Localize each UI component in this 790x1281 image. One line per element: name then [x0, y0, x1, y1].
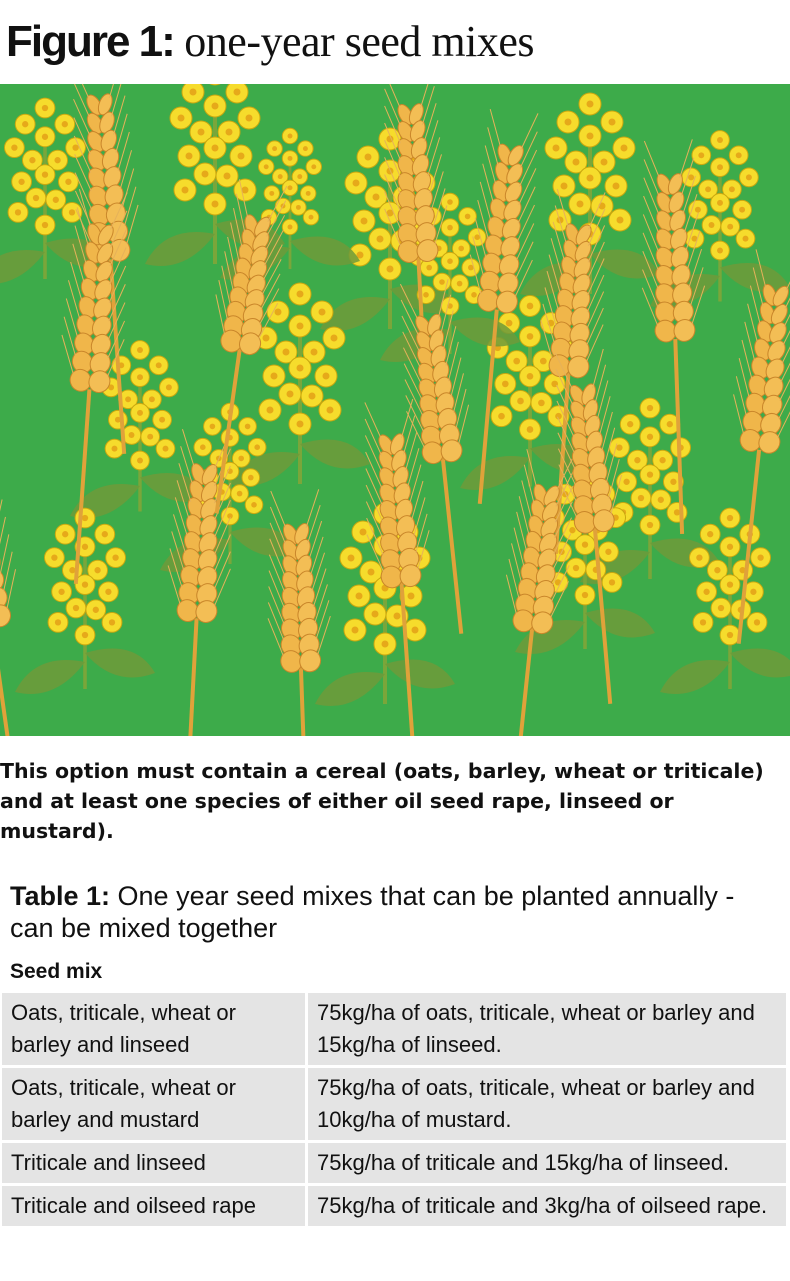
rape-flower-centre — [736, 152, 742, 158]
rape-flower-centre — [670, 479, 676, 485]
rape-flower-centre — [82, 544, 88, 550]
rape-flower-centre — [538, 400, 545, 407]
rape-flower-centre — [245, 424, 251, 430]
wheat-awn — [316, 616, 331, 654]
rape-flower-centre — [166, 384, 172, 390]
rape-flower-centre — [331, 335, 338, 342]
figure-illustration — [0, 84, 790, 736]
rape-flower-centre — [156, 362, 162, 368]
rape-flower-centre — [210, 424, 216, 430]
wheat-awn — [309, 537, 324, 575]
rape-flower-centre — [717, 137, 723, 143]
rape-flower-centre — [647, 522, 653, 528]
rape-flower-centre — [190, 89, 197, 96]
wheat-awn — [122, 187, 139, 226]
wheat-awn — [487, 109, 504, 148]
rape-flower-centre — [718, 605, 724, 611]
rape-flower-centre — [297, 365, 304, 372]
rape-flower-centre — [226, 129, 233, 136]
rape-flower-centre — [352, 627, 359, 634]
rape-flower-centre — [319, 309, 326, 316]
rape-flower-centre — [387, 266, 394, 273]
wheat-awn — [269, 554, 284, 592]
wheat-awn — [385, 84, 401, 110]
wheat-awn — [305, 489, 320, 527]
rape-flower-centre — [15, 209, 21, 215]
rape-flower-centre — [613, 183, 620, 190]
seed-mix-cell: Triticale and oilseed rape — [2, 1185, 307, 1228]
rape-flower-centre — [109, 619, 115, 625]
rape-flower-centre — [102, 531, 108, 537]
rape-flower-centre — [729, 186, 735, 192]
rape-flower-centre — [62, 531, 68, 537]
wheat-awn — [313, 584, 328, 622]
rape-flower-centre — [275, 309, 282, 316]
rape-flower-centre — [513, 358, 520, 365]
rape-flower-centre — [212, 145, 219, 152]
rape-flower-centre — [365, 154, 372, 161]
rape-flower-centre — [368, 569, 375, 576]
wheat-awn — [271, 491, 286, 529]
rape-flower-centre — [254, 444, 260, 450]
rape-flower-centre — [69, 567, 75, 573]
rape-flower-centre — [264, 164, 269, 169]
rape-flower-centre — [73, 605, 79, 611]
wheat-awn — [0, 465, 1, 505]
wheat-awn — [426, 137, 442, 176]
sowing-rate-cell: 75kg/ha of oats, triticale, wheat or barley and 10kg/ha of mustard. — [307, 1067, 787, 1142]
rape-flower-centre — [303, 146, 308, 151]
rape-flower-centre — [288, 225, 293, 230]
rape-flower-centre — [601, 159, 608, 166]
rape-flower-centre — [408, 593, 415, 600]
rape-flower-centre — [605, 549, 611, 555]
rape-flower-centre — [587, 175, 594, 182]
rape-flower-centre — [272, 146, 277, 151]
rape-flower-centre — [112, 554, 118, 560]
rape-flower-centre — [297, 174, 302, 179]
rape-flower-centre — [234, 89, 241, 96]
wheat-stem — [0, 625, 18, 736]
rape-flower-centre — [353, 180, 360, 187]
rape-flower-centre — [42, 134, 48, 140]
rape-flower-centre — [224, 173, 231, 180]
wheat-stem — [301, 667, 307, 736]
rape-flower-centre — [62, 121, 68, 127]
sowing-rate-cell: 75kg/ha of triticale and 15kg/ha of linseed. — [307, 1142, 787, 1185]
rape-flower-centre — [29, 157, 35, 163]
rape-flower-centre — [667, 421, 673, 427]
rape-flower-centre — [178, 115, 185, 122]
sowing-rate-cell: 75kg/ha of triticale and 3kg/ha of oilseed rape. — [307, 1185, 787, 1228]
rape-flower-centre — [617, 217, 624, 224]
wheat-awn — [0, 500, 7, 540]
rape-flower-centre — [382, 641, 389, 648]
rape-flower-centre — [573, 565, 579, 571]
rape-flower-centre — [757, 554, 763, 560]
wheat-awn — [173, 497, 189, 536]
rape-flower-centre — [447, 258, 453, 264]
rape-flower-centre — [137, 458, 143, 464]
rape-flower-centre — [212, 201, 219, 208]
rape-flower-centre — [412, 627, 419, 634]
wheat-awn — [405, 448, 422, 487]
rape-flower-centre — [700, 619, 706, 625]
rape-flower-centre — [647, 471, 653, 477]
rape-flower-centre — [129, 432, 135, 438]
rape-flower-centre — [703, 589, 709, 595]
rape-leaf — [585, 609, 655, 638]
rape-flower-centre — [42, 105, 48, 111]
wheat-awn — [268, 618, 283, 656]
rape-flower-centre — [695, 207, 701, 213]
rape-flower-centre — [394, 613, 401, 620]
table-row — [2, 1142, 786, 1185]
rape-flower-centre — [288, 185, 293, 190]
wheat-awn — [407, 465, 424, 504]
rape-flower-centre — [577, 201, 584, 208]
rape-flower-centre — [705, 186, 711, 192]
rape-flower-centre — [42, 222, 48, 228]
rape-flower-centre — [186, 153, 193, 160]
wheat-awn — [644, 141, 659, 179]
rape-flower-centre — [565, 119, 572, 126]
table-title — [10, 880, 785, 944]
rape-flower-centre — [707, 531, 713, 537]
wheat-awn — [64, 298, 81, 337]
rape-flower-centre — [288, 156, 293, 161]
rape-flower-centre — [263, 335, 270, 342]
rape-flower-centre — [717, 248, 723, 254]
rape-flower-centre — [587, 101, 594, 108]
wheat-and-oilseed-rape-illustration — [0, 84, 790, 736]
rape-flower-centre — [269, 191, 274, 196]
wheat-stem — [443, 458, 462, 634]
table-title-text: One year seed mixes that can be planted annually - can be mixed together — [10, 881, 735, 943]
table-row — [2, 1185, 786, 1228]
rape-flower-centre — [251, 502, 257, 508]
rape-flower-centre — [149, 396, 155, 402]
rape-flower-centre — [69, 209, 75, 215]
rape-flower-centre — [309, 393, 316, 400]
rape-flower-centre — [426, 265, 432, 271]
rape-flower-centre — [616, 444, 622, 450]
wheat-ear — [548, 348, 641, 706]
rape-leaf — [385, 660, 455, 689]
rape-leaf — [145, 232, 215, 266]
rape-flower-centre — [743, 236, 749, 242]
wheat-awn — [399, 399, 416, 438]
rape-flower-centre — [587, 133, 594, 140]
rape-flower-centre — [200, 444, 206, 450]
rape-flower-centre — [447, 225, 453, 231]
wheat-awn — [59, 335, 76, 374]
figure-title-text: one-year seed mixes — [173, 17, 534, 66]
rape-flower-centre — [609, 579, 615, 585]
seed-mix-cell: Oats, triticale, wheat or barley and mustard — [2, 1067, 307, 1142]
wheat-awn — [269, 586, 284, 624]
table-title-lead: Table 1: — [10, 881, 111, 911]
rape-flower-centre — [457, 281, 463, 287]
rape-flower-centre — [717, 200, 723, 206]
rape-leaf — [15, 660, 85, 694]
rape-flower-centre — [553, 145, 560, 152]
rape-flower-centre — [22, 121, 28, 127]
rape-flower-centre — [360, 529, 367, 536]
rape-flower-centre — [527, 303, 534, 310]
rape-flower-centre — [569, 527, 575, 533]
rape-flower-centre — [327, 407, 334, 414]
rape-leaf — [590, 250, 660, 279]
rape-flower-centre — [296, 205, 301, 210]
rape-flower-centre — [137, 410, 143, 416]
rape-flower-centre — [471, 292, 477, 298]
wheat-awn — [268, 602, 283, 640]
rape-flower-centre — [212, 103, 219, 110]
rape-flower-centre — [750, 589, 756, 595]
rape-flower-centre — [55, 619, 61, 625]
rape-flower-centre — [311, 164, 316, 169]
rape-flower-centre — [18, 179, 24, 185]
rape-flower-centre — [93, 607, 99, 613]
rape-flower-centre — [105, 589, 111, 595]
rape-flower-centre — [582, 592, 588, 598]
rape-leaf — [460, 456, 530, 490]
rape-flower-centre — [82, 515, 88, 521]
wheat-awn — [589, 349, 606, 388]
wheat-awn — [521, 112, 538, 151]
rape-flower-centre — [658, 497, 664, 503]
rape-flower-centre — [137, 347, 143, 353]
wheat-awn — [61, 317, 78, 356]
rape-flower-centre — [182, 187, 189, 194]
rape-flower-centre — [714, 567, 720, 573]
rape-flower-centre — [717, 164, 723, 170]
rape-leaf — [300, 440, 370, 469]
rape-flower-centre — [267, 407, 274, 414]
rape-flower-centre — [54, 157, 60, 163]
rape-flower-centre — [94, 567, 100, 573]
rape-flower-centre — [754, 619, 760, 625]
figure-title — [6, 14, 534, 70]
rape-flower-centre — [202, 171, 209, 178]
wheat-awn — [315, 600, 330, 638]
rape-flower-centre — [311, 349, 318, 356]
rape-flower-centre — [474, 234, 480, 240]
rape-flower-centre — [634, 457, 640, 463]
rape-flower-centre — [458, 246, 464, 252]
column-header-seed-mix: Seed mix — [10, 960, 103, 983]
seed-mix-cell: Oats, triticale, wheat or barley and linseed — [2, 993, 307, 1067]
rape-flower-centre — [287, 391, 294, 398]
rape-flower-centre — [72, 144, 78, 150]
rape-leaf — [85, 649, 155, 678]
rape-flower-centre — [582, 541, 588, 547]
rape-flower-centre — [198, 129, 205, 136]
wheat-awn — [424, 120, 440, 159]
rape-flower-centre — [248, 475, 254, 481]
rape-flower — [204, 84, 226, 85]
rape-flower-centre — [647, 434, 653, 440]
rape-leaf — [660, 660, 730, 694]
rape-flower-centre — [609, 119, 616, 126]
rape-flower-centre — [283, 349, 290, 356]
rape-flower-centre — [53, 197, 59, 203]
rape-flower-centre — [540, 358, 547, 365]
rape-flower-centre — [288, 134, 293, 139]
rape-flower-centre — [739, 207, 745, 213]
rape-flower-centre — [439, 279, 445, 285]
rape-flower-centre — [502, 381, 509, 388]
rape-flower-centre — [65, 179, 71, 185]
rape-flower-centre — [147, 434, 153, 440]
rape-flower-centre — [688, 174, 694, 180]
rape-flower-centre — [506, 320, 513, 327]
wheat-awn — [403, 432, 420, 471]
rape-flower-centre — [112, 446, 118, 452]
rape-flower-centre — [271, 373, 278, 380]
seed-mix-cell: Triticale and linseed — [2, 1142, 307, 1185]
rape-flower-centre — [498, 413, 505, 420]
rape-flower-centre — [278, 174, 283, 179]
rape-flower-centre — [323, 373, 330, 380]
rape-flower-centre — [698, 152, 704, 158]
sowing-rate-cell: 75kg/ha of oats, triticale, wheat or barley and 15kg/ha of linseed. — [307, 993, 787, 1067]
rape-flower-centre — [361, 218, 368, 225]
table-row — [2, 993, 786, 1067]
rape-flower-centre — [527, 373, 534, 380]
rape-flower-centre — [561, 183, 568, 190]
rape-flower-centre — [125, 396, 131, 402]
rape-flower-centre — [51, 554, 57, 560]
intro-text: This option must contain a cereal (oats, barley, wheat or triticale) and at least one species of either oil seed rape, linseed or mustard). — [0, 759, 764, 843]
seed-mix-table — [2, 993, 786, 1229]
rape-flower-centre — [82, 632, 88, 638]
rape-flower-centre — [356, 593, 363, 600]
rape-flower-centre — [527, 333, 534, 340]
wheat-awn — [365, 401, 382, 440]
rape-flower-centre — [11, 144, 17, 150]
rape-leaf — [720, 263, 790, 292]
rape-flower-centre — [517, 398, 524, 405]
rape-flower-centre — [627, 421, 633, 427]
wheat-stem — [187, 618, 197, 736]
rape-flower-centre — [309, 215, 314, 220]
rape-flower-centre — [82, 581, 88, 587]
rape-flower-centre — [727, 224, 733, 230]
rape-leaf — [290, 237, 360, 266]
rape-flower-centre — [623, 479, 629, 485]
rape-flower-centre — [372, 611, 379, 618]
rape-flower-centre — [58, 589, 64, 595]
rape-flower-centre — [238, 153, 245, 160]
rape-flower-centre — [297, 421, 304, 428]
rape-leaf — [315, 672, 385, 706]
rape-flower-centre — [659, 457, 665, 463]
rape-leaf — [0, 250, 45, 284]
rape-flower-centre — [297, 291, 304, 298]
rape-flower-centre — [137, 374, 143, 380]
rape-flower-centre — [465, 214, 471, 220]
rape-flower-centre — [674, 509, 680, 515]
rape-flower-centre — [237, 491, 243, 497]
rape-flower-centre — [306, 191, 311, 196]
wheat-awn — [308, 521, 323, 559]
wheat-grain — [0, 602, 13, 629]
wheat-awn — [269, 570, 284, 608]
rape-flower-centre — [638, 495, 644, 501]
rape-flower-centre — [527, 426, 534, 433]
rape-flower-centre — [246, 115, 253, 122]
rape-flower-centre — [573, 159, 580, 166]
rape-flower-centre — [423, 292, 429, 298]
rape-flower-centre — [33, 195, 39, 201]
figure-title-lead: Figure 1: — [6, 17, 174, 66]
rape-flower-centre — [727, 515, 733, 521]
rape-flower-centre — [709, 222, 715, 228]
rape-flower-centre — [348, 555, 355, 562]
rape-flower-centre — [621, 145, 628, 152]
rape-flower-centre — [647, 405, 653, 411]
rape-flower-centre — [447, 199, 453, 205]
rape-flower-centre — [377, 236, 384, 243]
wheat-awn — [120, 168, 137, 207]
rape-flower-centre — [163, 446, 169, 452]
rape-leaf — [730, 649, 790, 678]
rape-flower-centre — [42, 171, 48, 177]
wheat-awn — [312, 569, 327, 607]
rape-flower-centre — [727, 544, 733, 550]
rape-flower-centre — [727, 632, 733, 638]
rape-flower-centre — [238, 456, 244, 462]
rape-flower-centre — [159, 417, 165, 423]
rape-flower-centre — [746, 174, 752, 180]
table-row — [2, 1067, 786, 1142]
rape-flower-centre — [373, 194, 380, 201]
rape-flower-centre — [696, 554, 702, 560]
rape-flower-centre — [727, 581, 733, 587]
rape-flower-centre — [297, 323, 304, 330]
wheat-awn — [306, 505, 321, 543]
wheat-awn — [311, 553, 326, 591]
wheat-awn — [422, 103, 438, 142]
